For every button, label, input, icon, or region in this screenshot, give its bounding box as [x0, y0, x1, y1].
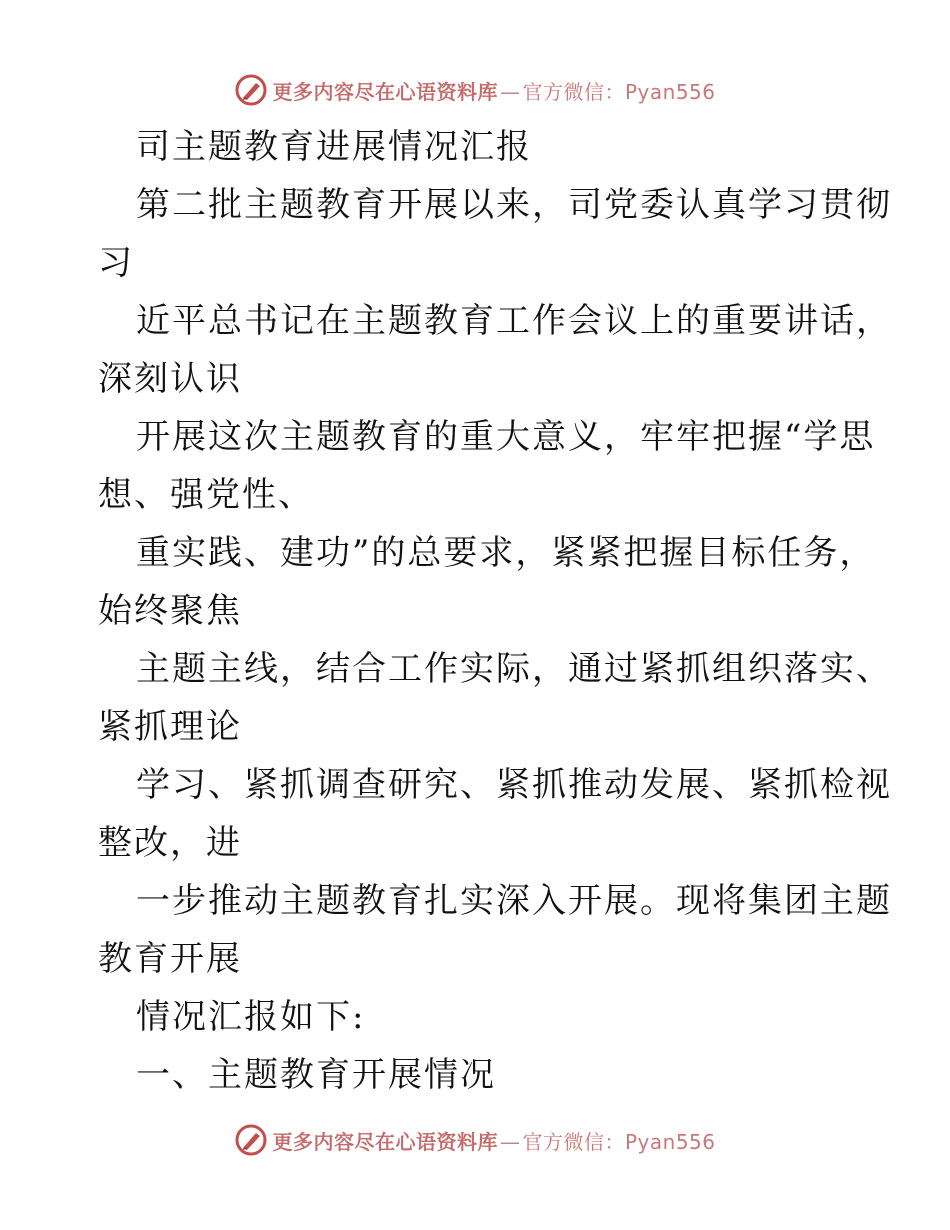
banner-wechat-label: 官方微信：	[522, 79, 625, 104]
text-line: 始终聚焦	[98, 591, 242, 631]
banner-brand: 更多内容尽在心语资料库	[272, 79, 498, 104]
text-line: 一步推动主题教育扎实深入开展。现将集团主题	[136, 881, 892, 921]
banner-dash: —	[499, 1129, 521, 1154]
text-line: 深刻认识	[98, 359, 242, 399]
banner-wechat-id: Pyan556	[624, 79, 716, 104]
text-line: 开展这次主题教育的重大意义，牢牢把握“学思	[136, 417, 876, 457]
text-line: 一、主题教育开展情况	[136, 1055, 496, 1095]
text-line: 学习、紧抓调查研究、紧抓推动发展、紧抓检视	[136, 765, 892, 805]
text-line: 第二批主题教育开展以来，司党委认真学习贯彻	[136, 185, 892, 225]
text-line: 近平总书记在主题教育工作会议上的重要讲话，	[136, 301, 892, 341]
banner-brand: 更多内容尽在心语资料库	[272, 1129, 498, 1154]
text-line: 司主题教育进展情况汇报	[136, 127, 532, 167]
banner-wechat-id: Pyan556	[624, 1129, 716, 1154]
pen-logo-icon	[234, 1123, 268, 1157]
text-line: 想、强党性、	[98, 475, 314, 515]
footer-banner	[0, 1120, 950, 1160]
text-line: 情况汇报如下:	[136, 997, 366, 1037]
banner-text	[272, 76, 715, 105]
banner-wechat-label: 官方微信：	[522, 1129, 625, 1154]
document-body	[98, 118, 892, 1104]
text-line: 重实践、建功”的总要求，紧紧把握目标任务，	[136, 533, 876, 573]
text-line: 教育开展	[98, 939, 242, 979]
text-line: 主题主线，结合工作实际，通过紧抓组织落实、	[136, 649, 892, 689]
banner-dash: —	[499, 79, 521, 104]
text-line: 整改，进	[98, 823, 242, 863]
header-banner	[0, 70, 950, 110]
text-line: 紧抓理论	[98, 707, 242, 747]
banner-text	[272, 1126, 715, 1155]
text-line: 习	[98, 243, 134, 283]
pen-logo-icon	[234, 73, 268, 107]
